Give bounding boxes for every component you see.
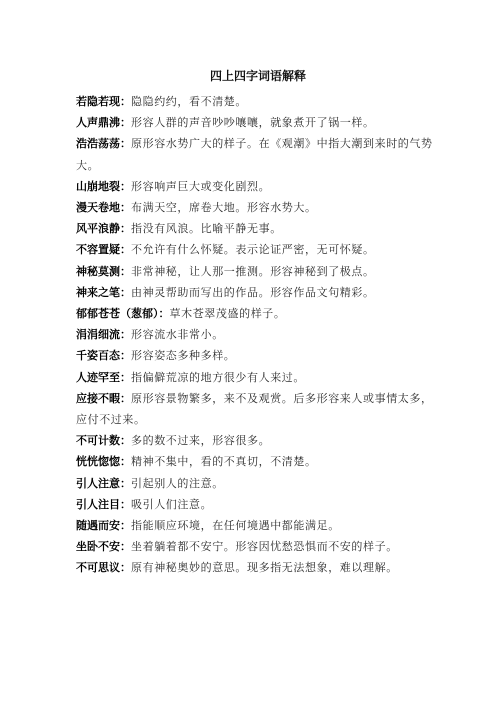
entry-definition: 坐着躺着都不安宁。形容因忧愁恐惧而不安的样子。 [131, 540, 398, 554]
entry-definition: 草木苍翠茂盛的样子。 [169, 307, 286, 321]
list-item [76, 197, 440, 218]
list-item [76, 451, 440, 472]
entry-definition: 布满天空，席卷大地。形容水势大。 [131, 201, 317, 215]
entry-term: 引人注目： [76, 497, 131, 511]
entry-term: 不容置疑： [76, 243, 131, 257]
entry-definition: 指没有风浪。比喻平静无事。 [131, 222, 282, 236]
entry-term: 山崩地裂： [76, 179, 131, 193]
list-item [76, 261, 440, 282]
list-item [76, 112, 440, 133]
list-item [76, 133, 440, 175]
entry-term: 随遇而安： [76, 519, 131, 533]
list-item [76, 473, 440, 494]
list-item [76, 282, 440, 303]
entry-definition: 隐隐约约，看不清楚。 [131, 95, 247, 108]
entry-term: 神秘莫测： [76, 264, 131, 278]
entry-definition: 引起别人的注意。 [131, 476, 224, 490]
entry-definition: 形容流水非常小。 [131, 328, 224, 342]
list-item [76, 536, 440, 557]
entry-term: 涓涓细流： [76, 328, 131, 342]
list-item [76, 345, 440, 366]
list-item [76, 367, 440, 388]
entry-definition: 非常神秘，让人那一推测。形容神秘到了极点。 [131, 264, 375, 278]
list-item [76, 430, 440, 451]
entry-term: 不可思议： [76, 561, 131, 575]
entry-term: 人迹罕至： [76, 370, 131, 384]
list-item [76, 515, 440, 536]
list-item [76, 557, 440, 578]
entry-term: 若隐若现： [76, 95, 131, 108]
entry-definition: 形容响声巨大或变化剧烈。 [131, 179, 271, 193]
entry-term: 引人注意： [76, 476, 131, 490]
list-item [76, 324, 440, 345]
entry-list [76, 91, 440, 579]
entry-term: 恍恍惚惚： [76, 455, 131, 469]
entry-definition: 指能顺应环境，在任何境遇中都能满足。 [131, 519, 340, 533]
list-item [76, 239, 440, 260]
entry-term: 千姿百态： [76, 349, 131, 363]
list-item [76, 91, 440, 112]
entry-definition: 精神不集中，看的不真切，不清楚。 [131, 455, 317, 469]
entry-definition: 指偏僻荒凉的地方很少有人来过。 [131, 370, 305, 384]
entry-definition: 原形容水势广大的样子。在《观潮》中指大潮到来时的气势大。 [76, 137, 433, 172]
entry-definition: 由神灵帮助而写出的作品。形容作品文句精彩。 [131, 285, 375, 299]
entry-term: 郁郁苍苍（葱郁）： [76, 307, 170, 321]
list-item [76, 303, 440, 324]
page-title: 四上四字词语解释 [209, 69, 306, 83]
entry-term: 不可计数： [76, 434, 131, 448]
list-item [76, 388, 440, 430]
entry-definition: 原形容景物繁多，来不及观赏。后多形容来人或事情太多，应付不过来。 [76, 391, 433, 427]
entry-term: 坐卧不安： [76, 540, 131, 554]
list-item [76, 176, 440, 197]
entry-term: 神来之笔： [76, 285, 131, 299]
entry-definition: 多的数不过来，形容很多。 [131, 434, 271, 448]
list-item [76, 218, 440, 239]
entry-definition: 原有神秘奥妙的意思。现多指无法想象，难以理解。 [131, 561, 398, 575]
entry-term: 应接不暇： [76, 391, 131, 405]
entry-definition: 形容姿态多种多样。 [131, 349, 236, 363]
entry-definition: 形容人群的声音吵吵嚷嚷，就象煮开了锅一样。 [131, 116, 375, 130]
list-item [76, 494, 440, 515]
entry-term: 漫天卷地： [76, 201, 131, 215]
entry-term: 浩浩荡荡： [76, 137, 131, 151]
entry-term: 风平浪静： [76, 222, 131, 236]
entry-term: 人声鼎沸： [76, 116, 131, 130]
entry-definition: 不允许有什么怀疑。表示论证严密，无可怀疑。 [131, 243, 375, 257]
entry-definition: 吸引人们注意。 [131, 497, 213, 511]
